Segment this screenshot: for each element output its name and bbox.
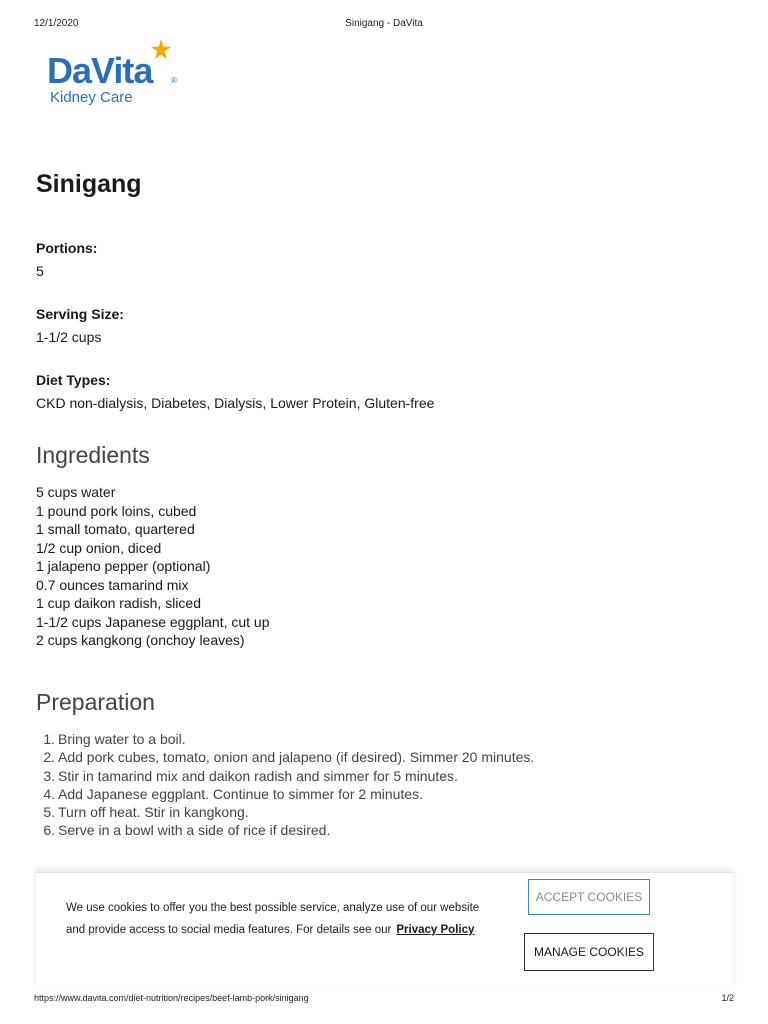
ingredient-item: 5 cups water: [36, 484, 116, 500]
preparation-steps: [36, 730, 534, 840]
manage-cookies-button[interactable]: MANAGE COOKIES: [524, 933, 654, 971]
step-text: Turn off heat. Stir in kangkong.: [58, 804, 249, 821]
cookie-message: [66, 897, 516, 941]
logo-wordmark: DaVita: [47, 50, 153, 91]
davita-logo[interactable]: [47, 38, 197, 110]
ingredients-list: [36, 483, 270, 650]
registered-mark: ®: [171, 76, 177, 85]
privacy-policy-link[interactable]: Privacy Policy: [396, 924, 475, 936]
ingredient-item: 1 small tomato, quartered: [36, 521, 195, 537]
portions-label: Portions:: [36, 240, 98, 256]
step-text: Stir in tamarind mix and daikon radish and simmer for 5 minutes.: [58, 767, 458, 784]
logo-tagline: Kidney Care: [50, 89, 133, 106]
step-number: 5.: [43, 804, 55, 821]
preparation-step: [36, 767, 534, 785]
ingredients-heading: Ingredients: [36, 442, 150, 468]
star-icon: [150, 38, 172, 60]
step-text: Add Japanese eggplant. Continue to simmer for 2 minutes.: [58, 785, 423, 802]
ingredient-item: 1/2 cup onion, diced: [36, 539, 162, 556]
step-text: Serve in a bowl with a side of rice if desired.: [58, 822, 331, 839]
ingredient-item: 1 jalapeno pepper (optional): [36, 558, 211, 574]
page-title: Sinigang: [36, 170, 142, 198]
serving-size-label: Serving Size:: [36, 306, 124, 322]
cookie-text-line1: We use cookies to offer you the best possible service, analyze use of our website: [66, 902, 480, 914]
preparation-step: [36, 730, 534, 748]
print-header: [34, 18, 734, 32]
ingredient-item: 1-1/2 cups Japanese eggplant, cut up: [36, 613, 270, 630]
diet-types-value: CKD non-dialysis, Diabetes, Dialysis, Lower Protein, Gluten-free: [36, 395, 435, 411]
print-url: https://www.davita.com/diet-nutrition/recipes/beef-lamb-pork/sinigang: [34, 993, 309, 1003]
serving-size-value: 1-1/2 cups: [36, 329, 102, 345]
preparation-step: [36, 803, 534, 821]
print-document-title: Sinigang - DaVita: [345, 18, 423, 29]
step-text: Bring water to a boil.: [58, 731, 186, 747]
preparation-step: [36, 821, 534, 839]
print-date: 12/1/2020: [34, 18, 79, 29]
ingredient-item: 0.7 ounces tamarind mix: [36, 576, 189, 593]
preparation-step: [36, 748, 534, 766]
diet-types-label: Diet Types:: [36, 372, 111, 388]
step-number: 6.: [43, 822, 55, 839]
step-number: 3.: [43, 767, 55, 784]
step-number: 2.: [43, 749, 55, 766]
print-footer: [34, 993, 734, 1007]
step-number: 1.: [43, 731, 55, 747]
portions-value: 5: [36, 263, 44, 279]
step-text: Add pork cubes, tomato, onion and jalapeno (if desired). Simmer 20 minutes.: [58, 749, 535, 766]
cookie-banner: [36, 872, 733, 989]
step-number: 4.: [43, 785, 55, 802]
ingredient-item: 2 cups kangkong (onchoy leaves): [36, 632, 245, 648]
preparation-step: [36, 785, 534, 803]
ingredient-item: 1 cup daikon radish, sliced: [36, 595, 201, 611]
ingredient-item: 1 pound pork loins, cubed: [36, 502, 197, 519]
accept-cookies-button[interactable]: ACCEPT COOKIES: [528, 879, 650, 915]
page-number: 1/2: [721, 993, 734, 1003]
cookie-text-line2: and provide access to social media features. For details see our: [66, 924, 392, 936]
preparation-heading: Preparation: [36, 689, 155, 715]
